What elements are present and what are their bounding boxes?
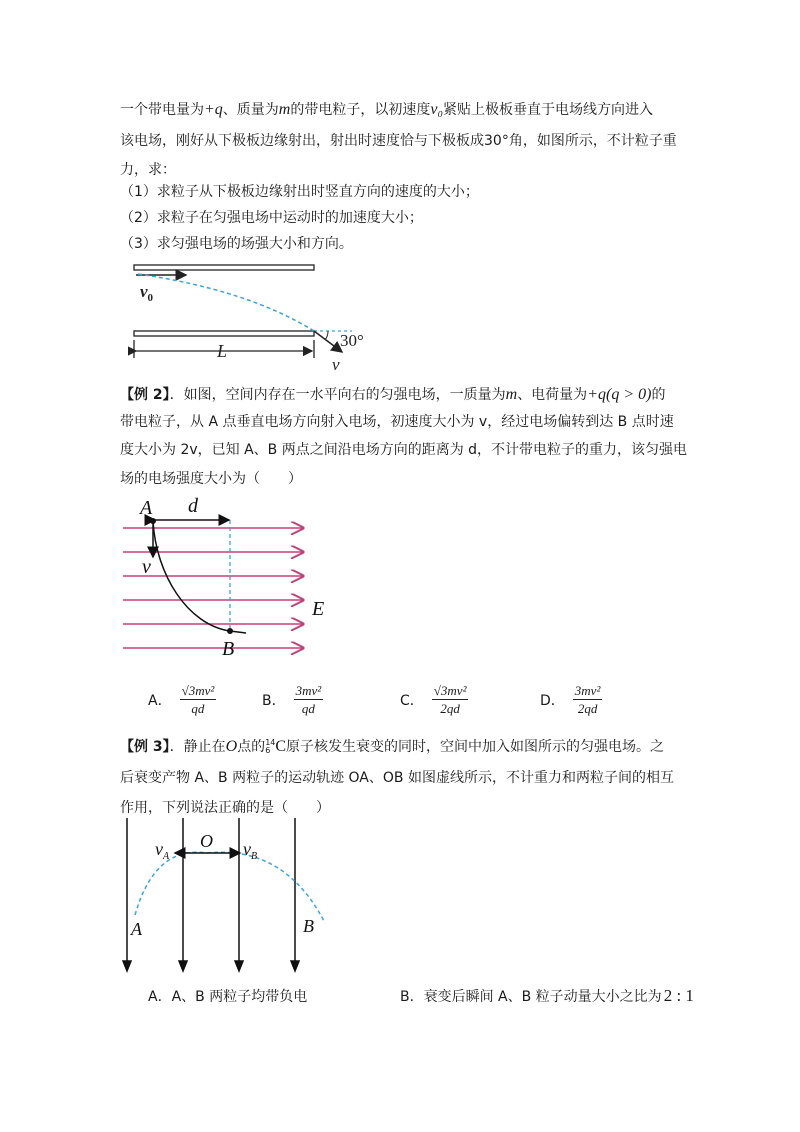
choice-C[interactable]: C． $\frac{\text{√3mv²}}{2qd}$ (400, 683, 467, 716)
B-label: B (222, 638, 235, 660)
trajectory-OA (135, 852, 207, 915)
p3-choice-A[interactable]: A．A、B 两粒子均带负电 (148, 989, 308, 1005)
p3-line3: 作用，下列说法正确的是（ ） (120, 800, 330, 816)
p2-tag: 【例 2】 (120, 387, 170, 403)
v0-label: $v_0$ (140, 282, 154, 304)
E-label: E (312, 598, 325, 620)
lower-plate (134, 331, 314, 336)
v-label: v (332, 355, 340, 374)
vA-label: $v_A$ (155, 839, 170, 862)
v-label: v (142, 556, 151, 578)
p2-line1: 【例 2】．如图，空间内存在一水平向右的匀强电场，一质量为m、电荷量为+q(q > 0)的 (120, 386, 666, 403)
p2-line2: 带电粒子，从 A 点垂直电场方向射入电场，初速度大小为 v，经过电场偏转到达 B 点时速 (120, 414, 674, 430)
O-label: O (200, 831, 213, 851)
upper-plate (134, 265, 314, 270)
choice-B[interactable]: B． $\frac{\text{3mv²}}{qd}$ (262, 683, 322, 716)
B-label: B (303, 916, 314, 936)
trajectory-OB (207, 852, 325, 923)
p3-choice-B[interactable]: B．衰变后瞬间 A、B 粒子动量大小之比为 2 : 1 (400, 986, 694, 1005)
trajectory-curve (138, 274, 314, 331)
p2-field-figure (118, 490, 348, 665)
A-label: A (140, 497, 153, 519)
p1-line2: 该电场，刚好从下极板边缘射出，射出时速度恰与下极板成30°角，如图所示，不计粒子重 (120, 133, 677, 149)
vB-label: $v_B$ (243, 839, 258, 862)
p1-plates-figure (128, 260, 388, 380)
angle-label: 30° (340, 331, 364, 350)
trajectory-AB (153, 521, 246, 633)
choice-A[interactable]: A． $\frac{\text{√3mv²}}{qd}$ (148, 683, 215, 716)
p1-line1: 一个带电量为+q、质量为m的带电粒子，以初速度v₀紧贴上极板垂直于电场线方向进入 (120, 101, 654, 118)
p1-question-2: （2）求粒子在匀强电场中运动时的加速度大小； (120, 210, 423, 226)
p1-line3: 力，求： (120, 162, 176, 178)
d-label: d (188, 495, 198, 517)
p1-question-1: （1）求粒子从下极板边缘射出时竖直方向的速度的大小； (120, 184, 479, 200)
p3-line1: 【例 3】．静止在O点的 14 6 C原子核发生衰变的同时，空间中加入如图所示的匀强电场。之 (120, 738, 665, 755)
p3-field-figure (115, 815, 355, 975)
A-label: A (131, 919, 142, 939)
p1-question-3: （3）求匀强电场的场强大小和方向。 (120, 236, 353, 252)
field-lines (123, 528, 303, 648)
point-B (227, 628, 233, 634)
p3-tag: 【例 3】 (120, 739, 170, 755)
L-label: L (217, 341, 228, 361)
choice-D[interactable]: D． $\frac{\text{3mv²}}{2qd}$ (540, 683, 601, 716)
p3-line2: 后衰变产物 A、B 两粒子的运动轨迹 OA、OB 如图虚线所示，不计重力和两粒子间的相互 (120, 770, 674, 786)
p2-line3: 度大小为 2v，已知 A、B 两点之间沿电场方向的距离为 d，不计带电粒子的重力，该匀强电 (120, 442, 688, 458)
p2-line4: 场的电场强度大小为（ ） (120, 471, 302, 487)
